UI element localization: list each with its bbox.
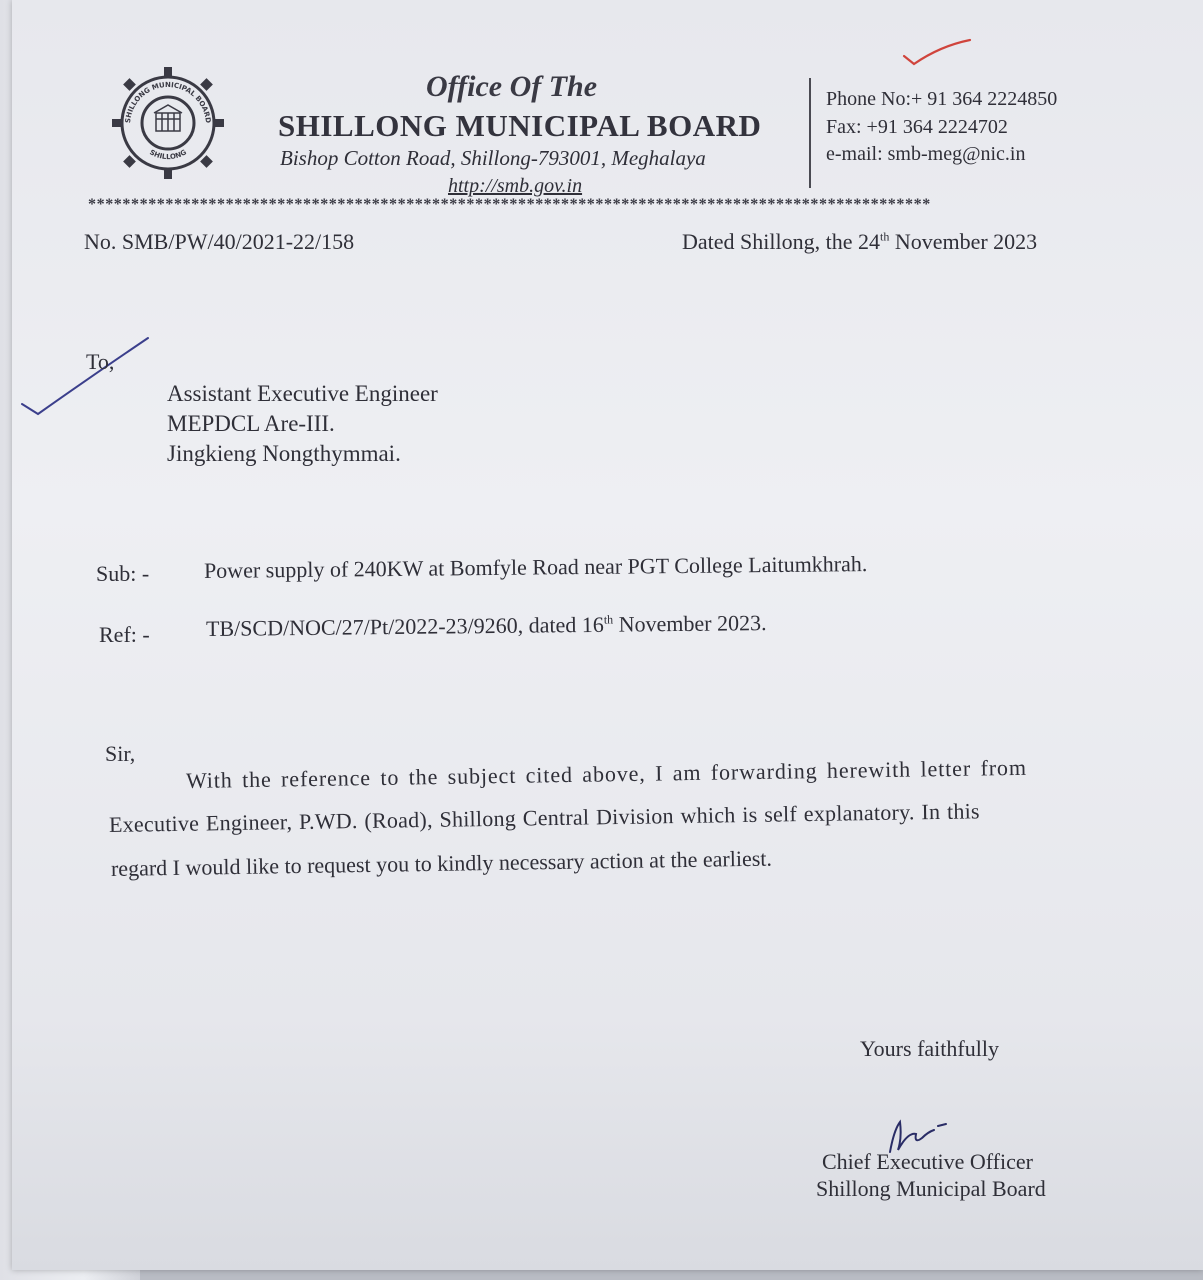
municipal-board-emblem	[108, 63, 228, 183]
letter-date	[682, 229, 1037, 255]
reference-label: Ref: -	[99, 622, 150, 647]
letter-page	[12, 0, 1203, 1270]
reference-sup: th	[603, 612, 614, 627]
subject-label: Sub: -	[96, 561, 150, 586]
letterhead-divider	[809, 78, 811, 188]
signatory-organization: Shillong Municipal Board	[816, 1176, 1046, 1201]
letter-date-prefix: Dated Shillong, the 24	[682, 229, 880, 254]
letterhead-board-name: SHILLONG MUNICIPAL BOARD	[278, 108, 762, 143]
letterhead-separator: **************************************************************************************************	[88, 196, 931, 213]
letterhead-address: Bishop Cotton Road, Shillong-793001, Meghalaya	[280, 146, 706, 170]
emblem-ring-text: SHILLONG MUNICIPAL BOARD	[123, 80, 213, 124]
body-line-1: With the reference to the subject cited above, I am forwarding herewith letter from	[185, 754, 1028, 793]
letterhead-fax: Fax: +91 364 2224702	[826, 116, 1008, 138]
recipient-line-3: Jingkieng Nongthymmai.	[167, 441, 401, 466]
recipient-to-label: To,	[86, 349, 115, 374]
emblem-city-text: SHILLONG	[148, 148, 188, 162]
salutation: Sir,	[105, 741, 136, 766]
blue-check-mark	[16, 330, 156, 420]
closing-yours-faithfully: Yours faithfully	[860, 1036, 999, 1061]
red-check-mark	[900, 36, 980, 72]
letterhead-phone: Phone No:+ 91 364 2224850	[826, 88, 1058, 110]
reference-suffix: November 2023.	[613, 610, 767, 637]
letter-date-sup: th	[879, 229, 890, 244]
recipient-line-2: MEPDCL Are-III.	[167, 411, 335, 436]
letter-date-suffix: November 2023	[889, 229, 1038, 254]
body-line-2: Executive Engineer, P.WD. (Road), Shillong Central Division which is self explanatory. In this	[108, 798, 980, 837]
body-line-3: regard I would like to request you to kindly necessary action at the earliest.	[110, 845, 773, 881]
reference-text	[206, 610, 767, 642]
letterhead-email: e-mail: smb-meg@nic.in	[826, 143, 1026, 165]
recipient-line-1: Assistant Executive Engineer	[167, 381, 438, 406]
letterhead-website-link[interactable]: http://smb.gov.in	[448, 175, 583, 197]
signatory-title: Chief Executive Officer	[822, 1149, 1033, 1174]
letterhead-office-of: Office Of The	[426, 70, 598, 103]
reference-prefix: TB/SCD/NOC/27/Pt/2022-23/9260, dated 16	[205, 611, 604, 641]
letter-reference-number: No. SMB/PW/40/2021-22/158	[84, 229, 355, 254]
subject-text: Power supply of 240KW at Bomfyle Road near PGT College Laitumkhrah.	[203, 551, 868, 583]
